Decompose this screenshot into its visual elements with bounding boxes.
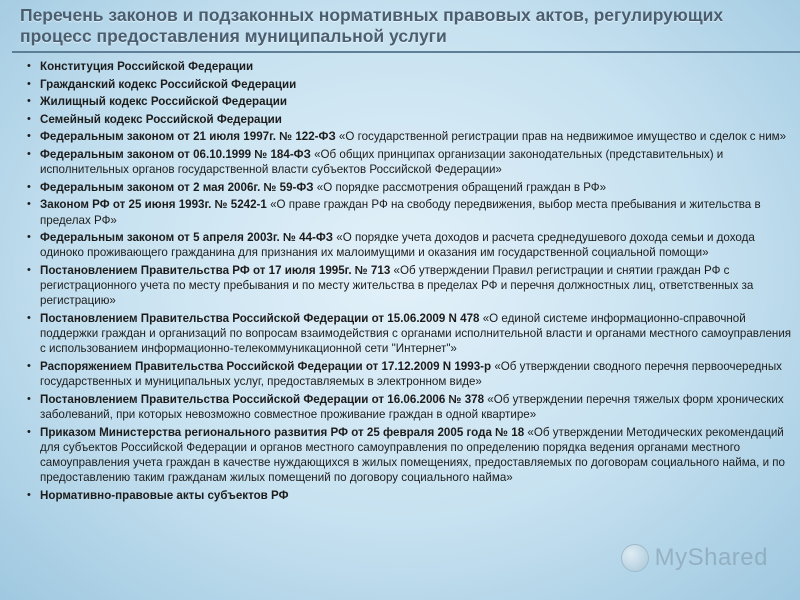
act-title: Федеральным законом от 06.10.1999 № 184-ФЗ [40,147,311,161]
act-description: «О праве граждан РФ на свободу передвижения, выбор места пребывания и жительства в пределах РФ» [40,198,761,227]
list-item [26,147,792,177]
list-item [26,129,792,144]
title-line-2: процесс предоставления муниципальной услуги [20,26,447,46]
list-item [26,392,792,422]
list-item [26,230,792,260]
act-title: Постановлением Правительства РФ от 17 июля 1995г. № 713 [40,263,391,277]
act-description: «О государственной регистрации прав на недвижимое имущество и сделок с ним» [335,130,787,144]
act-title: Распоряжением Правительства Российской Федерации от 17.12.2009 N 1993-р [40,359,492,373]
acts-list [26,59,792,505]
act-title: Семейный кодекс Российской Федерации [40,112,282,126]
list-item [26,359,792,389]
act-title: Жилищный кодекс Российской Федерации [40,95,287,109]
watermark-text: MyShared [654,544,768,571]
act-description: «Об утверждении Методических рекомендаций для субъектов Российской Федерации и органов местного самоуправления по определению порядка ведения органами местного самоуправления учета граждан в качестве нуждающихся в жилых помещениях, предоставляемых по договорам социального найма, и по предоставлению таким гражданам жилых помещений по договору социального найма» [40,425,785,485]
act-title: Конституция Российской Федерации [40,60,254,73]
act-description: «О порядке учета доходов и расчета среднедушевого дохода семьи и дохода одиноко проживающего гражданина для признания их малоимущими и оказания им государственной социальной помощи» [40,231,755,260]
act-title: Законом РФ от 25 июня 1993г. № 5242-1 [40,198,267,212]
act-title: Гражданский кодекс Российской Федерации [40,77,297,91]
list-item [26,112,792,127]
list-item [26,263,792,309]
title-line-1: Перечень законов и подзаконных нормативных правовых актов, регулирующих [20,5,724,25]
title-divider [12,51,800,53]
list-item [26,94,792,109]
list-item [26,59,792,74]
act-description: «О порядке рассмотрения обращений граждан в РФ» [313,180,607,194]
list-item [26,311,792,357]
act-description: «Об утверждении Правил регистрации и снятии граждан РФ с регистрационного учета по месту пребывания и по месту жительства в пределах РФ и перечня должностных лиц, ответственных за регистрацию» [40,263,754,308]
list-item [26,425,792,486]
list-item [26,197,792,227]
act-description: «Об общих принципах организации законодательных (представительных) и исполнительных органов государственной власти субъектов Российской Федерации» [40,147,724,177]
act-description: «Об утверждении перечня тяжелых форм хронических заболеваний, при которых невозможно совместное проживание граждан в одной квартире» [40,392,784,421]
watermark-logo-icon [621,544,649,572]
act-title: Приказом Министерства регионального развития РФ от 25 февраля 2005 года № 18 [40,425,525,439]
act-title: Нормативно-правовые акты субъектов РФ [40,488,289,502]
act-title: Федеральным законом от 21 июля 1997г. № 122-ФЗ [40,130,336,144]
act-description: «Об утверждении сводного перечня первоочередных государственных и муниципальных услуг, предоставляемых в электронном виде» [40,359,782,389]
act-title: Постановлением Правительства Российской Федерации от 16.06.2006 № 378 [40,392,485,406]
act-title: Федеральным законом от 5 апреля 2003г. № 44-ФЗ [40,231,334,245]
watermark [621,544,768,572]
act-title: Федеральным законом от 2 мая 2006г. № 59-ФЗ [40,180,314,194]
act-description: «О единой системе информационно-справочной поддержки граждан и организаций по вопросам взаимодействия с органами исполнительной власти и органами местного самоуправления с использованием информационно-телекоммуникационной сети "Интернет"» [40,311,792,356]
slide-title [20,5,780,47]
list-item [26,77,792,92]
list-item [26,180,792,195]
act-title: Постановлением Правительства Российской Федерации от 15.06.2009 N 478 [40,311,480,325]
list-item [26,488,792,503]
